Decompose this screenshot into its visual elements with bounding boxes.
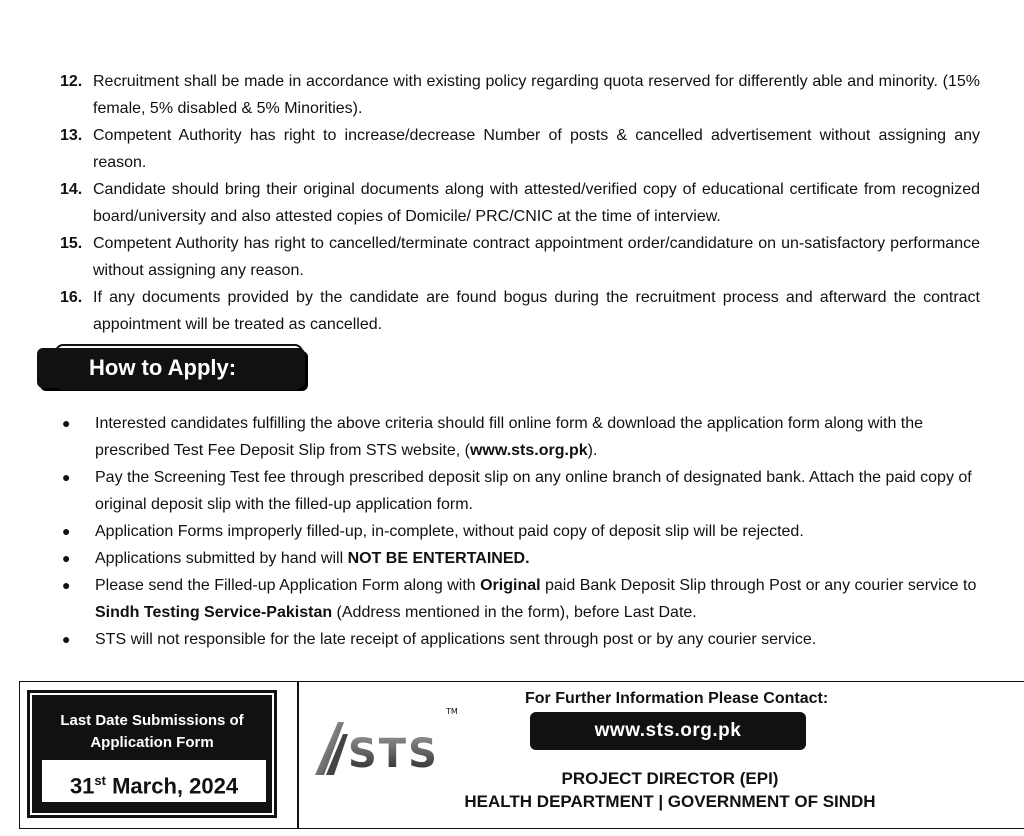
item-text: Application Forms improperly filled-up, in-complete, without paid copy of deposit slip will be rejected. xyxy=(95,523,804,540)
list-item xyxy=(60,626,988,653)
list-item xyxy=(60,410,988,464)
director-title: PROJECT DIRECTOR (EPI) xyxy=(561,769,779,788)
heading-text: How to Apply: xyxy=(89,355,237,380)
website-link[interactable]: www.sts.org.pk xyxy=(530,712,806,750)
bullet-icon: ● xyxy=(62,631,71,647)
footer-box xyxy=(19,681,1024,829)
list-item xyxy=(60,122,980,176)
website-link-text[interactable]: www.sts.org.pk xyxy=(469,442,588,459)
deadline-box xyxy=(27,690,277,818)
item-text xyxy=(95,410,988,464)
emphasis-text: Original xyxy=(480,577,541,594)
item-number: 13. xyxy=(60,127,83,144)
how-to-apply-heading xyxy=(37,348,305,388)
apply-bullets xyxy=(60,410,988,653)
text-part: Applications submitted by hand will xyxy=(95,550,348,567)
item-text: Pay the Screening Test fee through prescribed deposit slip on any online branch of designated bank. Attach the paid copy of original deposit slip with the filled-up application form. xyxy=(95,469,972,513)
item-text: If any documents provided by the candidate are found bogus during the recruitment process and afterward the contract appointment will be treated as cancelled. xyxy=(93,289,980,333)
date-rest: March, 2024 xyxy=(105,773,239,799)
list-item xyxy=(60,176,980,230)
list-item xyxy=(60,68,980,122)
item-number: 14. xyxy=(60,181,83,198)
item-text xyxy=(95,572,988,626)
text-part: (Address mentioned in the form), before Last Date. xyxy=(332,604,697,621)
item-text: Competent Authority has right to cancelled/terminate contract appointment order/candidature on un-satisfactory performance without assigning any reason. xyxy=(93,235,980,279)
text-part: paid Bank Deposit Slip through Post or any courier service to xyxy=(540,577,977,594)
logo-trademark: TM xyxy=(446,707,458,716)
item-text: Candidate should bring their original documents along with attested/verified copy of educational certificate from recognized board/university and also attested copies of Domicile/ PRC/CNIC at the time of interview. xyxy=(93,181,980,225)
logo-text: STS xyxy=(348,731,439,777)
text-part: ). xyxy=(587,442,598,459)
sts-logo xyxy=(310,700,460,780)
item-number: 16. xyxy=(60,289,83,306)
list-item xyxy=(60,518,988,545)
item-text xyxy=(95,545,988,572)
deadline-label xyxy=(30,710,274,754)
list-item xyxy=(60,230,980,284)
date-day: 31 xyxy=(69,773,95,799)
emphasis-text: Sindh Testing Service-Pakistan xyxy=(95,604,333,621)
bullet-icon: ● xyxy=(62,415,71,431)
list-item xyxy=(60,284,980,338)
item-text: STS will not responsible for the late receipt of applications sent through post or by any courier service. xyxy=(95,631,817,648)
bullet-icon: ● xyxy=(62,523,71,539)
date-suffix: st xyxy=(94,773,106,788)
item-text: Recruitment shall be made in accordance with existing policy regarding quota reserved for differently able and minority. (15% female, 5% disabled & 5% Minorities). xyxy=(93,73,980,117)
deadline-label-line: Application Form xyxy=(90,734,214,751)
item-text: Competent Authority has right to increase/decrease Number of posts & cancelled advertisement without assigning any reason. xyxy=(93,127,980,171)
emphasis-text: NOT BE ENTERTAINED. xyxy=(347,550,530,567)
item-number: 12. xyxy=(60,73,83,90)
text-part: Interested candidates fulfilling the above criteria should fill online form & download the application form along with the prescribed Test Fee Deposit Slip from STS website, ( xyxy=(95,415,924,459)
deadline-label-line: Last Date Submissions of xyxy=(60,712,244,729)
item-number: 15. xyxy=(60,235,83,252)
bullet-icon: ● xyxy=(62,550,71,566)
bullet-icon: ● xyxy=(62,469,71,485)
list-item xyxy=(60,545,988,572)
bullet-icon: ● xyxy=(62,577,71,593)
list-item xyxy=(60,572,988,626)
text-part: Please send the Filled-up Application Form along with xyxy=(95,577,481,594)
deadline-date xyxy=(42,760,266,802)
department-name: HEALTH DEPARTMENT | GOVERNMENT OF SINDH xyxy=(464,792,876,811)
list-item xyxy=(60,464,988,518)
contact-label: For Further Information Please Contact: xyxy=(525,690,829,707)
criteria-list xyxy=(60,68,980,338)
footer-divider xyxy=(297,682,299,828)
